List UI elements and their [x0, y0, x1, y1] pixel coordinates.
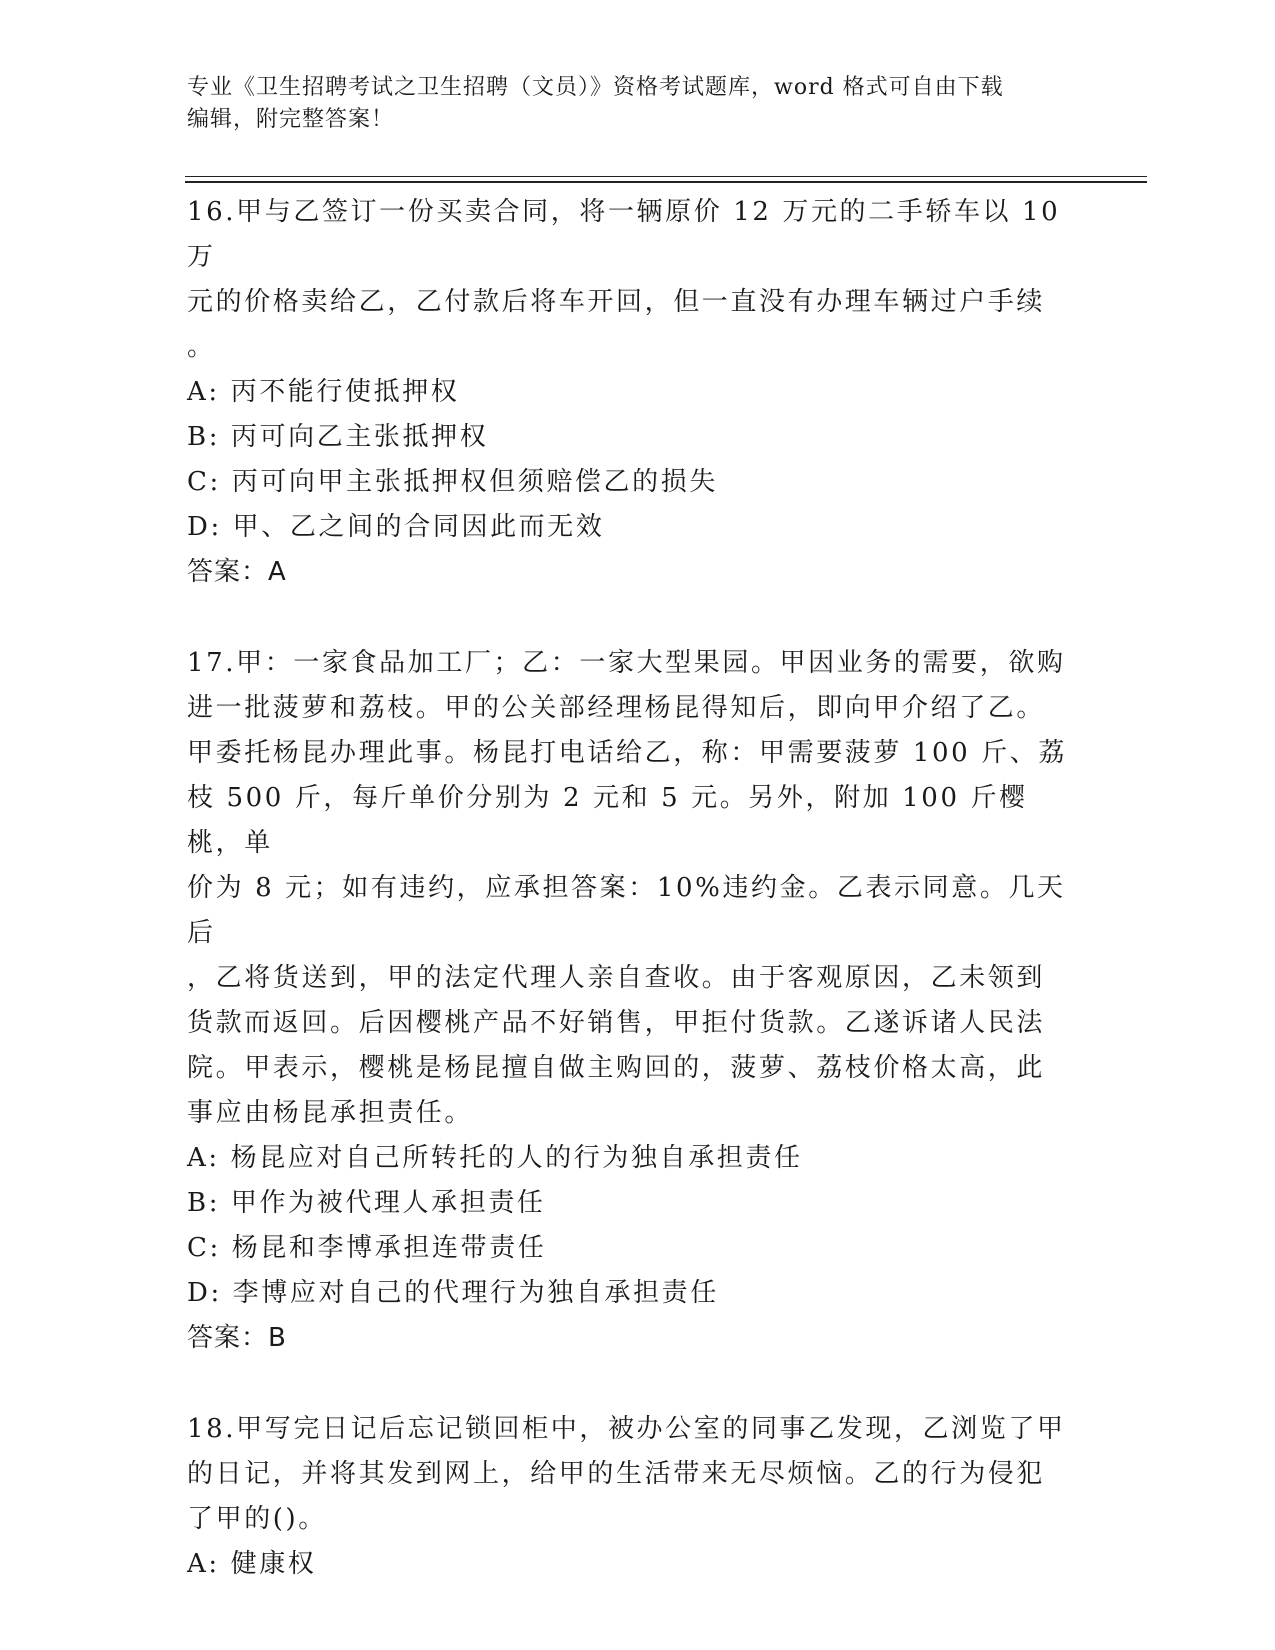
question-17-option-a: A: 杨昆应对自己所转托的人的行为独自承担责任 [187, 1143, 803, 1173]
question-17-line-1: 17.甲：一家食品加工厂；乙：一家大型果园。甲因业务的需要，欲购 [187, 648, 1066, 678]
question-16-option-c: C: 丙可向甲主张抵押权但须赔偿乙的损失 [187, 467, 718, 497]
question-17-line-4: 枝 500 斤，每斤单价分别为 2 元和 5 元。另外，附加 100 斤樱桃，单 [187, 783, 1028, 858]
question-16-option-b: B: 丙可向乙主张抵押权 [187, 422, 489, 452]
question-16-line-2: 元的价格卖给乙，乙付款后将车开回，但一直没有办理车辆过户手续 [187, 287, 1046, 317]
question-16-option-d: D: 甲、乙之间的合同因此而无效 [187, 512, 605, 542]
question-17-option-d: D: 李博应对自己的代理行为独自承担责任 [187, 1278, 719, 1308]
question-17-line-2: 进一批菠萝和荔枝。甲的公关部经理杨昆得知后，即向甲介绍了乙。 [187, 693, 1046, 723]
header-divider-thin [185, 176, 1147, 177]
question-16-line-3: 。 [187, 332, 216, 362]
question-16 [187, 190, 1077, 595]
header-divider-thick [185, 181, 1147, 183]
question-list [187, 190, 1077, 1587]
document-header [187, 72, 1067, 136]
question-18-option-a: A: 健康权 [187, 1549, 317, 1579]
header-line-1: 专业《卫生招聘考试之卫生招聘（文员）》资格考试题库，word 格式可自由下载 [187, 75, 1004, 100]
question-17 [187, 641, 1077, 1361]
question-18-line-1: 18.甲写完日记后忘记锁回柜中，被办公室的同事乙发现，乙浏览了甲 [187, 1414, 1066, 1444]
question-17-answer: 答案：B [187, 1323, 287, 1353]
question-17-line-7: 货款而返回。后因樱桃产品不好销售，甲拒付货款。乙遂诉诸人民法 [187, 1008, 1046, 1038]
question-17-line-8: 院。甲表示，樱桃是杨昆擅自做主购回的，菠萝、荔枝价格太高，此 [187, 1053, 1046, 1083]
question-16-option-a: A: 丙不能行使抵押权 [187, 377, 460, 407]
question-17-option-b: B: 甲作为被代理人承担责任 [187, 1188, 546, 1218]
question-17-line-9: 事应由杨昆承担责任。 [187, 1098, 474, 1128]
header-line-2: 编辑，附完整答案！ [187, 107, 395, 132]
question-17-line-3: 甲委托杨昆办理此事。杨昆打电话给乙，称：甲需要菠萝 100 斤、荔 [187, 738, 1067, 768]
question-17-line-5: 价为 8 元；如有违约，应承担答案：10%违约金。乙表示同意。几天后 [187, 873, 1066, 948]
question-17-option-c: C: 杨昆和李博承担连带责任 [187, 1233, 547, 1263]
question-18-line-2: 的日记，并将其发到网上，给甲的生活带来无尽烦恼。乙的行为侵犯 [187, 1459, 1046, 1489]
question-16-answer: 答案：A [187, 557, 287, 587]
question-17-line-6: ，乙将货送到，甲的法定代理人亲自查收。由于客观原因，乙未领到 [187, 963, 1046, 993]
question-18 [187, 1407, 1077, 1587]
question-18-line-3: 了甲的()。 [187, 1504, 327, 1534]
question-16-line-1: 16.甲与乙签订一份买卖合同，将一辆原价 12 万元的二手轿车以 10 万 [187, 197, 1061, 272]
